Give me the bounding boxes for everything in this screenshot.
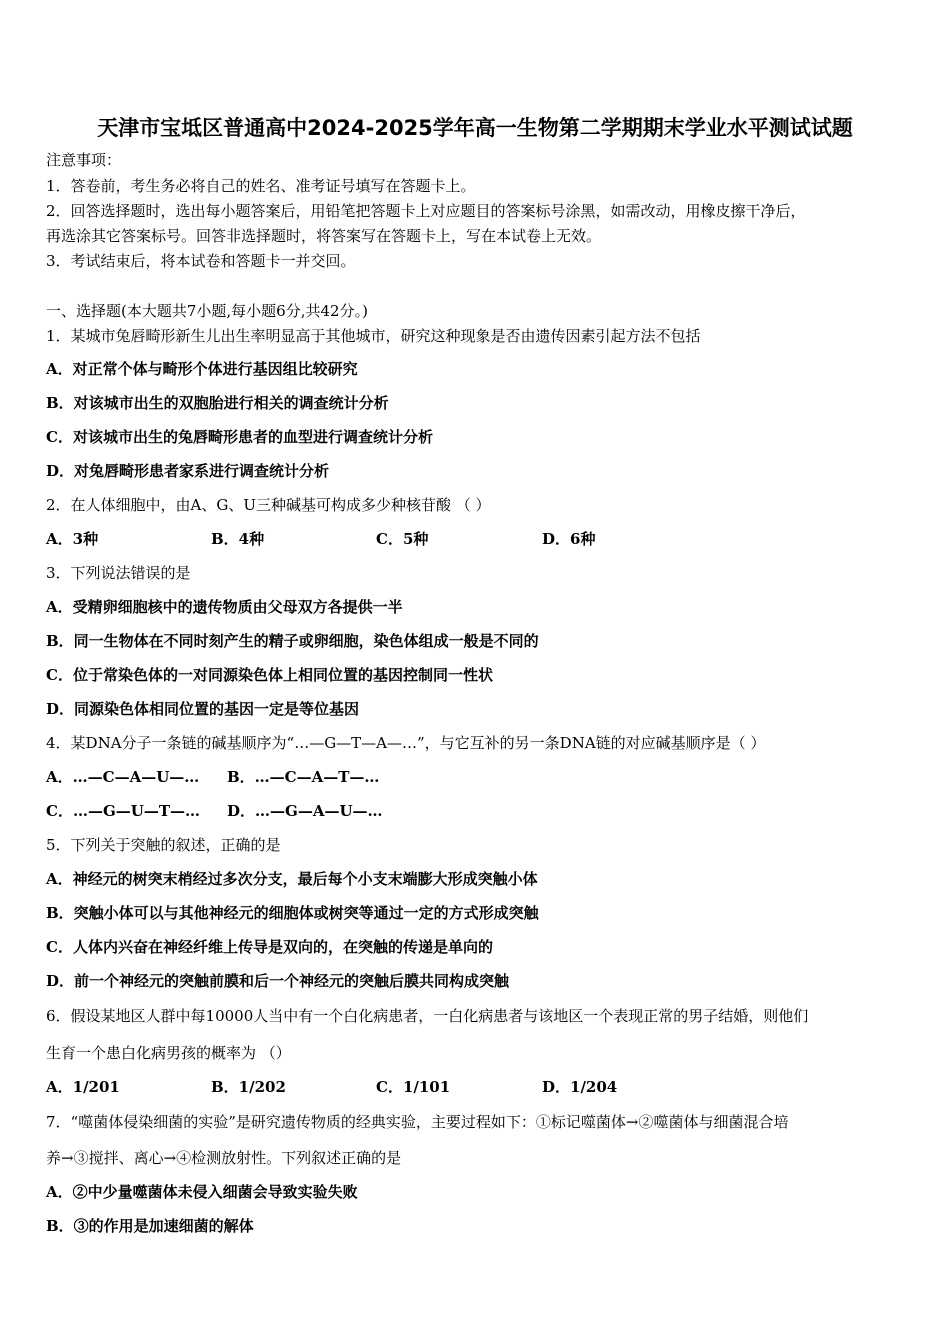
question-4-stem: 4．某DNA分子一条链的碱基顺序为“…—G—T—A—…”，与它互补的另一条DNA链的对应碱基顺序是（ ） xyxy=(46,734,766,752)
question-2-option-b: B．4种 xyxy=(211,530,265,548)
question-6-option-b: B．1/202 xyxy=(211,1078,286,1096)
question-7-stem-continued: 养→③搅拌、离心→④检测放射性。下列叙述正确的是 xyxy=(46,1149,402,1167)
question-4-option-b: B．…—C—A—T—… xyxy=(227,768,380,786)
question-5-option-b: B．突触小体可以与其他神经元的细胞体或树突等通过一定的方式形成突触 xyxy=(46,904,539,922)
notice-item: 2．回答选择题时，选出每小题答案后，用铅笔把答题卡上对应题目的答案标号涂黑，如需改动，用橡皮擦干净后， xyxy=(46,202,806,220)
question-4-option-c: C．…—G—U—T—… xyxy=(46,802,200,820)
question-2-option-c: C．5种 xyxy=(376,530,429,548)
notice-item: 再选涂其它答案标号。回答非选择题时，将答案写在答题卡上，写在本试卷上无效。 xyxy=(46,227,602,245)
question-7-stem: 7．“噬菌体侵染细菌的实验”是研究遗传物质的经典实验，主要过程如下：①标记噬菌体→②噬菌体与细菌混合培 xyxy=(46,1113,789,1131)
question-7-option-a: A．②中少量噬菌体未侵入细菌会导致实验失败 xyxy=(46,1183,358,1201)
question-1-option-d: D．对兔唇畸形患者家系进行调查统计分析 xyxy=(46,462,330,480)
question-2-option-a: A．3种 xyxy=(46,530,99,548)
question-2-stem: 2．在人体细胞中，由A、G、U三种碱基可构成多少种核苷酸 （ ） xyxy=(46,496,491,514)
question-4-option-d: D．…—G—A—U—… xyxy=(227,802,383,820)
notice-item: 1．答卷前，考生务必将自己的姓名、准考证号填写在答题卡上。 xyxy=(46,177,476,195)
question-1-stem: 1．某城市兔唇畸形新生儿出生率明显高于其他城市，研究这种现象是否由遗传因素引起方法不包括 xyxy=(46,327,701,345)
question-1-option-a: A．对正常个体与畸形个体进行基因组比较研究 xyxy=(46,360,358,378)
question-3-option-a: A．受精卵细胞核中的遗传物质由父母双方各提供一半 xyxy=(46,598,403,616)
question-1-option-c: C．对该城市出生的兔唇畸形患者的血型进行调查统计分析 xyxy=(46,428,433,446)
question-6-option-a: A．1/201 xyxy=(46,1078,120,1096)
question-6-option-d: D．1/204 xyxy=(542,1078,618,1096)
question-6-stem-continued: 生育一个患白化病男孩的概率为 （） xyxy=(46,1044,291,1062)
question-5-stem: 5．下列关于突触的叙述，正确的是 xyxy=(46,836,281,854)
question-6-option-c: C．1/101 xyxy=(376,1078,451,1096)
question-5-option-c: C．人体内兴奋在神经纤维上传导是双向的，在突触的传递是单向的 xyxy=(46,938,493,956)
question-3-option-b: B．同一生物体在不同时刻产生的精子或卵细胞，染色体组成一般是不同的 xyxy=(46,632,539,650)
question-4-option-a: A．…—C—A—U—… xyxy=(46,768,200,786)
question-5-option-a: A．神经元的树突末梢经过多次分支，最后每个小支末端膨大形成突触小体 xyxy=(46,870,538,888)
notice-item: 3．考试结束后，将本试卷和答题卡一并交回。 xyxy=(46,252,356,270)
question-7-option-b: B．③的作用是加速细菌的解体 xyxy=(46,1217,254,1235)
question-3-stem: 3．下列说法错误的是 xyxy=(46,564,191,582)
page-title: 天津市宝坻区普通高中2024-2025学年高一生物第二学期期末学业水平测试试题 xyxy=(97,116,853,140)
question-3-option-d: D．同源染色体相同位置的基因一定是等位基因 xyxy=(46,700,360,718)
section-heading: 一、选择题(本大题共7小题,每小题6分,共42分。) xyxy=(46,302,368,320)
question-1-option-b: B．对该城市出生的双胞胎进行相关的调查统计分析 xyxy=(46,394,389,412)
question-6-stem: 6．假设某地区人群中每10000人当中有一个白化病患者，一白化病患者与该地区一个表现正常的男子结婚，则他们 xyxy=(46,1007,809,1025)
notice-heading: 注意事项： xyxy=(46,151,122,169)
question-3-option-c: C．位于常染色体的一对同源染色体上相同位置的基因控制同一性状 xyxy=(46,666,493,684)
question-2-option-d: D．6种 xyxy=(542,530,596,548)
question-5-option-d: D．前一个神经元的突触前膜和后一个神经元的突触后膜共同构成突触 xyxy=(46,972,510,990)
